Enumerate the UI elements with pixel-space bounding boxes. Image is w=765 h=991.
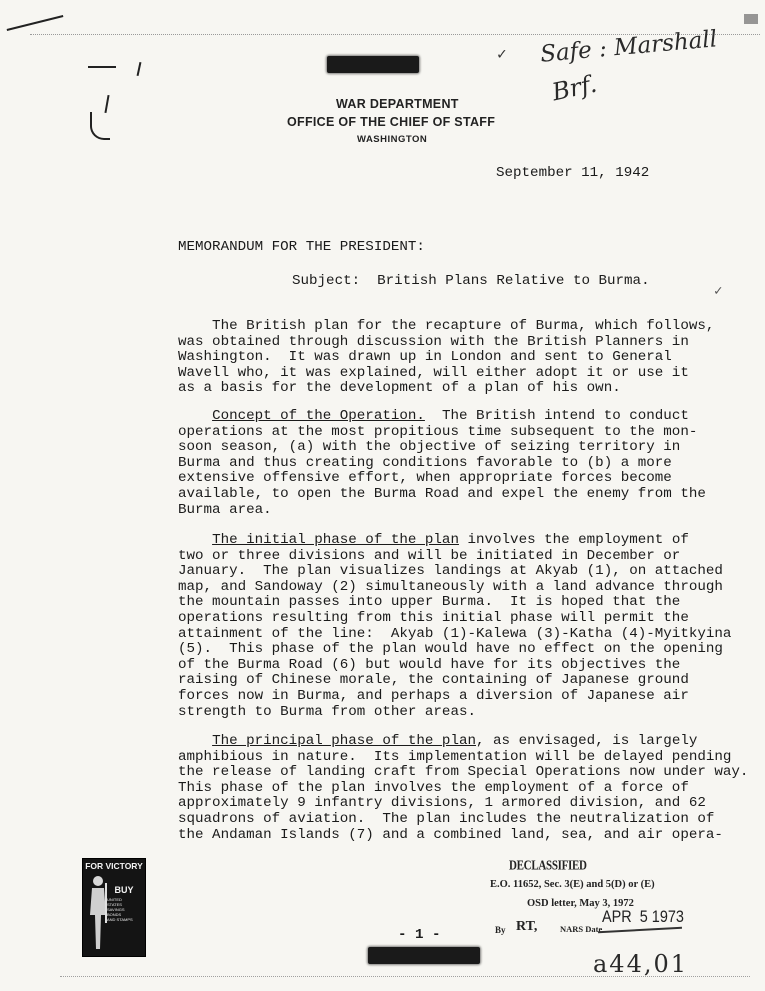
paragraph-line: squadrons of aviation. The plan includes the neutralization of	[178, 810, 715, 827]
declassified-label: DECLASSIFIED	[509, 858, 587, 874]
paragraph-line: operations resulting from this initial phase will permit the	[178, 609, 689, 626]
declassified-initials: RT,	[516, 919, 538, 934]
paragraph-line: soon season, (a) with the objective of seizing territory in	[178, 439, 681, 456]
handwritten-file-number: a44,01	[593, 950, 689, 978]
declassified-osd-letter: OSD letter, May 3, 1972	[527, 898, 634, 909]
paragraph-line-rest: , as envisaged, is largely	[476, 733, 698, 749]
paragraph-line: the release of landing craft from Special Operations now under way.	[178, 764, 749, 781]
scan-mark-tick	[137, 62, 142, 76]
declassified-nars-date: NARS Date	[560, 924, 603, 934]
paragraph-line: available, to open the Burma Road and expel the enemy from the	[178, 485, 706, 502]
paragraph-line: attainment of the line: Akyab (1)-Kalewa (3)-Katha (4)-Myitkyina	[178, 625, 732, 642]
declassified-date-stamp: APR 5 1973	[602, 907, 684, 926]
scan-mark-top-left	[7, 15, 64, 31]
paragraph-line: of the Burma Road (6) but would have for its objectives the	[178, 656, 681, 673]
paragraph-intro	[178, 318, 715, 397]
paragraph-line: Wavell who, it was explained, will either adopt it or use it	[178, 364, 689, 381]
declassified-eo: E.O. 11652, Sec. 3(E) and 5(D) or (E)	[490, 879, 655, 890]
paragraph-line: amphibious in nature. Its implementation will be delayed pending	[178, 748, 732, 765]
paragraph-line: This phase of the plan involves the employment of a force of	[178, 779, 689, 796]
handwritten-note: Safe : Marshall	[539, 26, 719, 68]
paragraph-line: was obtained through discussion with the British Planners in	[178, 333, 689, 350]
memo-addressee: MEMORANDUM FOR THE PRESIDENT:	[178, 239, 425, 255]
paragraph-line: Washington. It was drawn up in London and sent to General	[178, 349, 672, 366]
paragraph-line: strength to Burma from other areas.	[178, 703, 476, 720]
section-heading-initial-phase: The initial phase of the plan	[212, 532, 459, 548]
paragraph-line-rest: The British intend to conduct	[424, 408, 689, 424]
check-mark-icon: ✓	[497, 46, 507, 64]
paragraph-line-rest: involves the employment of	[458, 532, 689, 548]
paragraph-line: (5). This phase of the plan would have no effect on the opening	[178, 641, 723, 658]
war-bond-poster	[82, 858, 146, 957]
classification-redaction-top	[327, 56, 419, 73]
paragraph-line: forces now in Burma, and perhaps a diversion of Japanese air	[178, 687, 689, 704]
declassified-by: By	[495, 925, 506, 935]
poster-fine-print: UNITED STATES SAVINGS BONDS AND STAMPS	[107, 897, 133, 922]
paragraph-line: raising of Chinese morale, the containing of Japanese ground	[178, 672, 689, 689]
letterhead-department: WAR DEPARTMENT	[336, 97, 459, 111]
paragraph-line: two or three divisions and will be initiated in December or	[178, 547, 681, 564]
poster-buy-label: BUY	[114, 885, 134, 895]
section-heading-concept: Concept of the Operation.	[212, 408, 425, 424]
paragraph-initial-phase	[178, 532, 732, 720]
poster-title: FOR VICTORY	[85, 861, 143, 871]
paragraph-line: Burma and thus creating conditions favorable to (b) a more	[178, 454, 672, 471]
paragraph-first-line	[178, 409, 698, 425]
paragraph-line: the Andaman Islands (7) and a combined land, sea, and air opera-	[178, 826, 723, 843]
letterhead-city: WASHINGTON	[357, 134, 428, 145]
handwritten-note-abbrev: Brf.	[549, 69, 600, 107]
paragraph-line: approximately 9 infantry divisions, 1 armored division, and 62	[178, 795, 706, 812]
paragraph-line: Burma area.	[178, 501, 272, 518]
corner-smudge	[744, 14, 758, 24]
paragraph-first-line	[178, 734, 698, 750]
scan-mark-dash	[88, 66, 116, 68]
paragraph-line: operations at the most propitious time subsequent to the mon-	[178, 423, 698, 440]
paragraph-line: the mountain passes into upper Burma. It is hoped that the	[178, 594, 681, 611]
paragraph-line: extensive offensive effort, when appropriate forces become	[178, 470, 672, 487]
paragraph-first-line	[178, 533, 698, 549]
signature-underline	[598, 927, 682, 933]
paragraph-principal-phase	[178, 733, 749, 843]
memo-subject: Subject: British Plans Relative to Burma.	[292, 273, 650, 289]
page-number: - 1 -	[398, 927, 441, 943]
classification-redaction-bottom	[368, 947, 480, 964]
check-mark-icon-right: ✓	[714, 284, 723, 300]
letterhead-office: OFFICE OF THE CHIEF OF STAFF	[287, 115, 496, 129]
paragraph-concept	[178, 408, 706, 518]
scan-mark-tick-2	[104, 95, 109, 113]
section-heading-principal-phase: The principal phase of the plan	[212, 733, 476, 749]
paragraph-line: The British plan for the recapture of Burma, which follows,	[178, 318, 715, 334]
memo-date: September 11, 1942	[496, 165, 650, 181]
paragraph-line: map, and Sandoway (2) simultaneously with a land advance through	[178, 578, 723, 595]
paragraph-line: January. The plan visualizes landings at Akyab (1), on attached	[178, 563, 723, 580]
scan-mark-curve	[90, 112, 110, 140]
paragraph-line: as a basis for the development of a plan of his own.	[178, 380, 621, 397]
